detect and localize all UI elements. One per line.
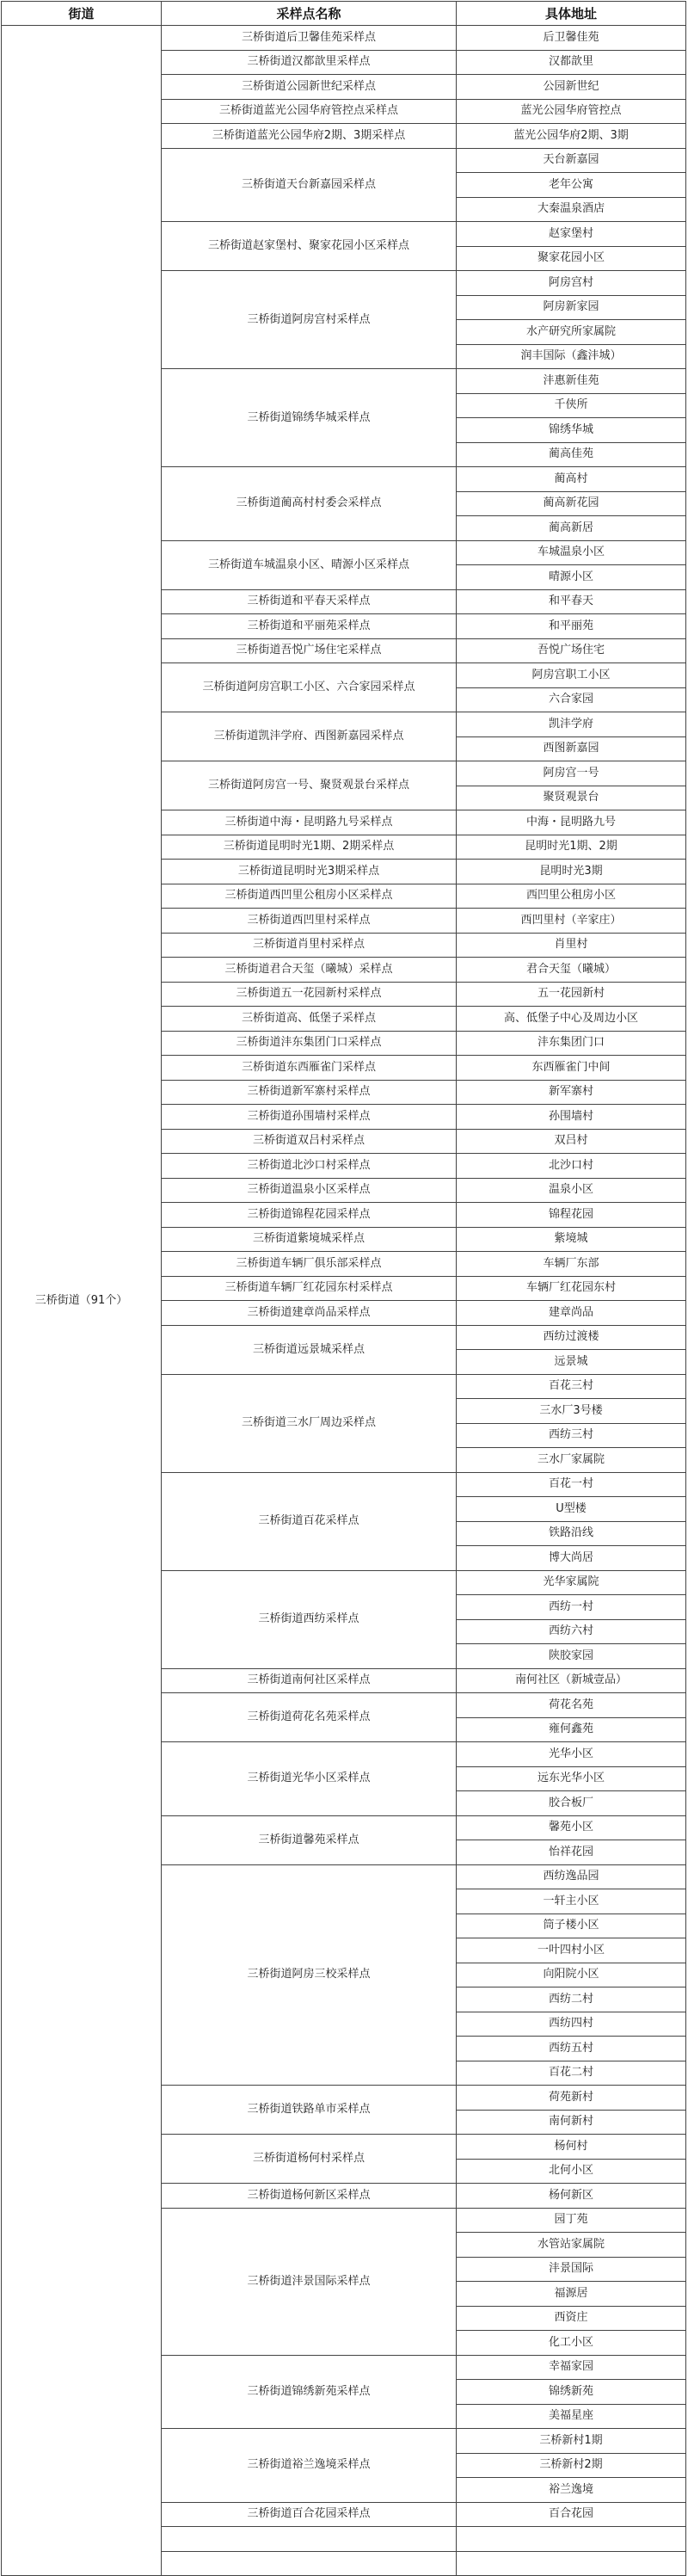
site-name-cell: 三桥街道双吕村采样点	[162, 1129, 457, 1154]
address-cell: 西纺三村	[457, 1423, 686, 1448]
site-name-cell: 三桥街道高、低堡子采样点	[162, 1007, 457, 1032]
address-cell: 馨苑小区	[457, 1815, 686, 1840]
address-cell: 东西雁雀门中间	[457, 1056, 686, 1081]
site-name-cell: 三桥街道蔺高村村委会采样点	[162, 467, 457, 541]
address-cell: 西纺逸品园	[457, 1864, 686, 1889]
address-cell: 三水厂家属院	[457, 1448, 686, 1473]
address-cell: 荷花名苑	[457, 1693, 686, 1718]
site-name-cell: 三桥街道沣东集团门口采样点	[162, 1031, 457, 1056]
address-cell: 北何小区	[457, 2159, 686, 2184]
site-name-cell: 三桥街道天台新嘉园采样点	[162, 148, 457, 222]
site-name-cell: 三桥街道昆明时光1期、2期采样点	[162, 835, 457, 860]
site-name-cell: 三桥街道肖里村采样点	[162, 933, 457, 958]
address-cell: 聚家花园小区	[457, 246, 686, 271]
address-cell: 阿房宫一号	[457, 761, 686, 786]
address-cell: 双吕村	[457, 1129, 686, 1154]
header-site-name: 采样点名称	[162, 2, 457, 26]
site-name-cell: 三桥街道百花采样点	[162, 1472, 457, 1570]
site-name-cell: 三桥街道建章尚品采样点	[162, 1301, 457, 1326]
site-name-cell: 三桥街道西凹里村采样点	[162, 909, 457, 934]
address-cell: 赵家堡村	[457, 222, 686, 247]
address-cell: 后卫馨佳苑	[457, 26, 686, 51]
site-name-cell: 三桥街道东西雁雀门采样点	[162, 1056, 457, 1081]
site-name-cell: 三桥街道五一花园新村采样点	[162, 982, 457, 1007]
address-cell: 博大尚居	[457, 1546, 686, 1571]
address-cell: 沣惠新佳苑	[457, 369, 686, 394]
address-cell: 蓝光公园华府2期、3期	[457, 124, 686, 149]
header-street: 街道	[2, 2, 162, 26]
address-cell: 公园新世纪	[457, 75, 686, 100]
address-cell: 三水厂3号楼	[457, 1399, 686, 1424]
address-cell: 千侠所	[457, 393, 686, 418]
site-name-cell: 三桥街道阿房宫村采样点	[162, 271, 457, 369]
address-cell	[457, 2551, 686, 2576]
address-cell: 和平春天	[457, 589, 686, 614]
address-cell: U型楼	[457, 1497, 686, 1522]
site-name-cell: 三桥街道光华小区采样点	[162, 1742, 457, 1816]
site-name-cell: 三桥街道锦程花园采样点	[162, 1203, 457, 1228]
site-name-cell: 三桥街道车辆厂红花园东村采样点	[162, 1276, 457, 1301]
site-name-cell: 三桥街道车城温泉小区、晴源小区采样点	[162, 540, 457, 589]
address-cell: 远东光华小区	[457, 1766, 686, 1791]
site-name-cell: 三桥街道中海・昆明路九号采样点	[162, 810, 457, 835]
address-cell: 锦绣新苑	[457, 2380, 686, 2405]
address-cell: 筒子楼小区	[457, 1914, 686, 1938]
address-cell: 昆明时光1期、2期	[457, 835, 686, 860]
site-name-cell: 三桥街道昆明时光3期采样点	[162, 860, 457, 884]
address-cell: 沣景国际	[457, 2257, 686, 2282]
address-cell: 和平丽苑	[457, 614, 686, 639]
site-name-cell: 三桥街道阿房宫职工小区、六合家园采样点	[162, 663, 457, 712]
address-cell: 天台新嘉园	[457, 148, 686, 173]
site-name-cell: 三桥街道远景城采样点	[162, 1325, 457, 1374]
address-cell: 阿房新家园	[457, 295, 686, 320]
address-cell: 蓝光公园华府管控点	[457, 99, 686, 124]
address-cell: 美福星座	[457, 2404, 686, 2429]
address-cell: 锦绣华城	[457, 418, 686, 443]
address-cell: 西纺一村	[457, 1595, 686, 1620]
address-cell: 高、低堡子中心及周边小区	[457, 1007, 686, 1032]
site-name-cell: 三桥街道杨何村采样点	[162, 2135, 457, 2184]
address-cell: 晴源小区	[457, 565, 686, 590]
site-name-cell: 三桥街道锦绣华城采样点	[162, 369, 457, 467]
address-cell: 大秦温泉酒店	[457, 197, 686, 222]
site-name-cell: 三桥街道三水厂周边采样点	[162, 1374, 457, 1472]
site-name-cell: 三桥街道吾悦广场住宅采样点	[162, 638, 457, 663]
page	[1, 1, 685, 2576]
site-name-cell	[162, 2551, 457, 2576]
street-name-cell: 三桥街道（91个）	[2, 26, 162, 2576]
address-cell: 聚贤观景台	[457, 786, 686, 810]
address-cell: 远景城	[457, 1350, 686, 1375]
address-cell: 雍何鑫苑	[457, 1717, 686, 1742]
address-cell: 老年公寓	[457, 173, 686, 198]
address-cell: 三桥新村1期	[457, 2429, 686, 2454]
address-cell: 凯沣学府	[457, 712, 686, 737]
address-cell: 向阳院小区	[457, 1963, 686, 1987]
address-cell: 百花二村	[457, 2061, 686, 2086]
address-cell: 光华家属院	[457, 1570, 686, 1595]
site-name-cell: 三桥街道后卫馨佳苑采样点	[162, 26, 457, 51]
address-cell: 西凹里村（辛家庄）	[457, 909, 686, 934]
site-name-cell: 三桥街道和平春天采样点	[162, 589, 457, 614]
site-name-cell: 三桥街道荷花名苑采样点	[162, 1693, 457, 1742]
address-cell: 水管站家属院	[457, 2233, 686, 2258]
site-name-cell: 三桥街道车辆厂俱乐部采样点	[162, 1252, 457, 1277]
site-name-cell: 三桥街道赵家堡村、聚家花园小区采样点	[162, 222, 457, 271]
table-row	[2, 26, 686, 51]
address-cell: 吾悦广场住宅	[457, 638, 686, 663]
site-name-cell: 三桥街道沣景国际采样点	[162, 2208, 457, 2355]
address-cell: 百合花园	[457, 2502, 686, 2527]
site-name-cell: 三桥街道和平丽苑采样点	[162, 614, 457, 639]
sampling-sites-table	[1, 1, 686, 2576]
site-name-cell: 三桥街道公园新世纪采样点	[162, 75, 457, 100]
address-cell: 西纺过渡楼	[457, 1325, 686, 1350]
address-cell: 新军寨村	[457, 1080, 686, 1105]
address-cell: 南何新村	[457, 2110, 686, 2135]
address-cell: 润丰国际（鑫沣城）	[457, 344, 686, 369]
address-cell: 杨何新区	[457, 2184, 686, 2209]
address-cell: 温泉小区	[457, 1178, 686, 1203]
address-cell: 车辆厂东部	[457, 1252, 686, 1277]
address-cell: 蔺高新居	[457, 516, 686, 541]
address-cell: 杨何村	[457, 2135, 686, 2160]
address-cell: 锦程花园	[457, 1203, 686, 1228]
site-name-cell: 三桥街道百合花园采样点	[162, 2502, 457, 2527]
address-cell: 园丁苑	[457, 2208, 686, 2233]
address-cell: 中海・昆明路九号	[457, 810, 686, 835]
header-address: 具体地址	[457, 2, 686, 26]
address-cell: 昆明时光3期	[457, 860, 686, 884]
address-cell: 孙围墙村	[457, 1105, 686, 1130]
address-cell: 肖里村	[457, 933, 686, 958]
address-cell: 幸福家园	[457, 2355, 686, 2380]
address-cell: 建章尚品	[457, 1301, 686, 1326]
site-name-cell: 三桥街道锦绣新苑采样点	[162, 2355, 457, 2429]
address-cell: 水产研究所家属院	[457, 320, 686, 345]
site-name-cell: 三桥街道汉都歆里采样点	[162, 50, 457, 75]
address-cell: 荷苑新村	[457, 2086, 686, 2111]
address-cell: 蔺高佳苑	[457, 442, 686, 467]
address-cell: 铁路沿线	[457, 1521, 686, 1546]
address-cell: 化工小区	[457, 2331, 686, 2356]
site-name-cell: 三桥街道杨何新区采样点	[162, 2184, 457, 2209]
address-cell: 六合家园	[457, 687, 686, 712]
site-name-cell	[162, 2527, 457, 2552]
site-name-cell: 三桥街道西纺采样点	[162, 1570, 457, 1668]
address-cell: 沣东集团门口	[457, 1031, 686, 1056]
address-cell: 北沙口村	[457, 1154, 686, 1179]
address-cell: 西纺四村	[457, 2012, 686, 2037]
address-cell: 胶合板厂	[457, 1791, 686, 1816]
address-cell: 西纺二村	[457, 1987, 686, 2012]
address-cell: 车城温泉小区	[457, 540, 686, 565]
address-cell: 怡祥花园	[457, 1840, 686, 1865]
site-name-cell: 三桥街道阿房三校采样点	[162, 1864, 457, 2086]
address-cell: 西凹里公租房小区	[457, 884, 686, 909]
address-cell	[457, 2527, 686, 2552]
address-cell: 裕兰逸境	[457, 2478, 686, 2503]
table-header-row	[2, 2, 686, 26]
address-cell: 紫境城	[457, 1227, 686, 1252]
site-name-cell: 三桥街道蓝光公园华府管控点采样点	[162, 99, 457, 124]
address-cell: 阿房宫职工小区	[457, 663, 686, 688]
address-cell: 西纺六村	[457, 1619, 686, 1644]
site-name-cell: 三桥街道紫境城采样点	[162, 1227, 457, 1252]
address-cell: 百花一村	[457, 1472, 686, 1497]
site-name-cell: 三桥街道北沙口村采样点	[162, 1154, 457, 1179]
address-cell: 西纺五村	[457, 2037, 686, 2061]
address-cell: 福源居	[457, 2282, 686, 2307]
address-cell: 光华小区	[457, 1742, 686, 1767]
address-cell: 车辆厂红花园东村	[457, 1276, 686, 1301]
address-cell: 西资庄	[457, 2306, 686, 2331]
address-cell: 君合天玺（曦城）	[457, 958, 686, 983]
address-cell: 西图新嘉园	[457, 736, 686, 761]
site-name-cell: 三桥街道阿房宫一号、聚贤观景台采样点	[162, 761, 457, 810]
address-cell: 蔺高新花园	[457, 491, 686, 516]
address-cell: 百花三村	[457, 1374, 686, 1399]
site-name-cell: 三桥街道凯沣学府、西图新嘉园采样点	[162, 712, 457, 761]
site-name-cell: 三桥街道西凹里公租房小区采样点	[162, 884, 457, 909]
site-name-cell: 三桥街道铁路单市采样点	[162, 2086, 457, 2135]
site-name-cell: 三桥街道馨苑采样点	[162, 1815, 457, 1864]
site-name-cell: 三桥街道南何社区采样点	[162, 1668, 457, 1693]
site-name-cell: 三桥街道裕兰逸境采样点	[162, 2429, 457, 2503]
site-name-cell: 三桥街道君合天玺（曦城）采样点	[162, 958, 457, 983]
address-cell: 陕胶家园	[457, 1644, 686, 1669]
address-cell: 五一花园新村	[457, 982, 686, 1007]
site-name-cell: 三桥街道孙围墙村采样点	[162, 1105, 457, 1130]
address-cell: 三桥新村2期	[457, 2453, 686, 2478]
address-cell: 阿房宫村	[457, 271, 686, 296]
site-name-cell: 三桥街道新军寨村采样点	[162, 1080, 457, 1105]
address-cell: 蔺高村	[457, 467, 686, 492]
address-cell: 一轩主小区	[457, 1889, 686, 1914]
address-cell: 一叶四村小区	[457, 1938, 686, 1963]
address-cell: 汉都歆里	[457, 50, 686, 75]
address-cell: 南何社区（新城壹品）	[457, 1668, 686, 1693]
site-name-cell: 三桥街道温泉小区采样点	[162, 1178, 457, 1203]
site-name-cell: 三桥街道蓝光公园华府2期、3期采样点	[162, 124, 457, 149]
